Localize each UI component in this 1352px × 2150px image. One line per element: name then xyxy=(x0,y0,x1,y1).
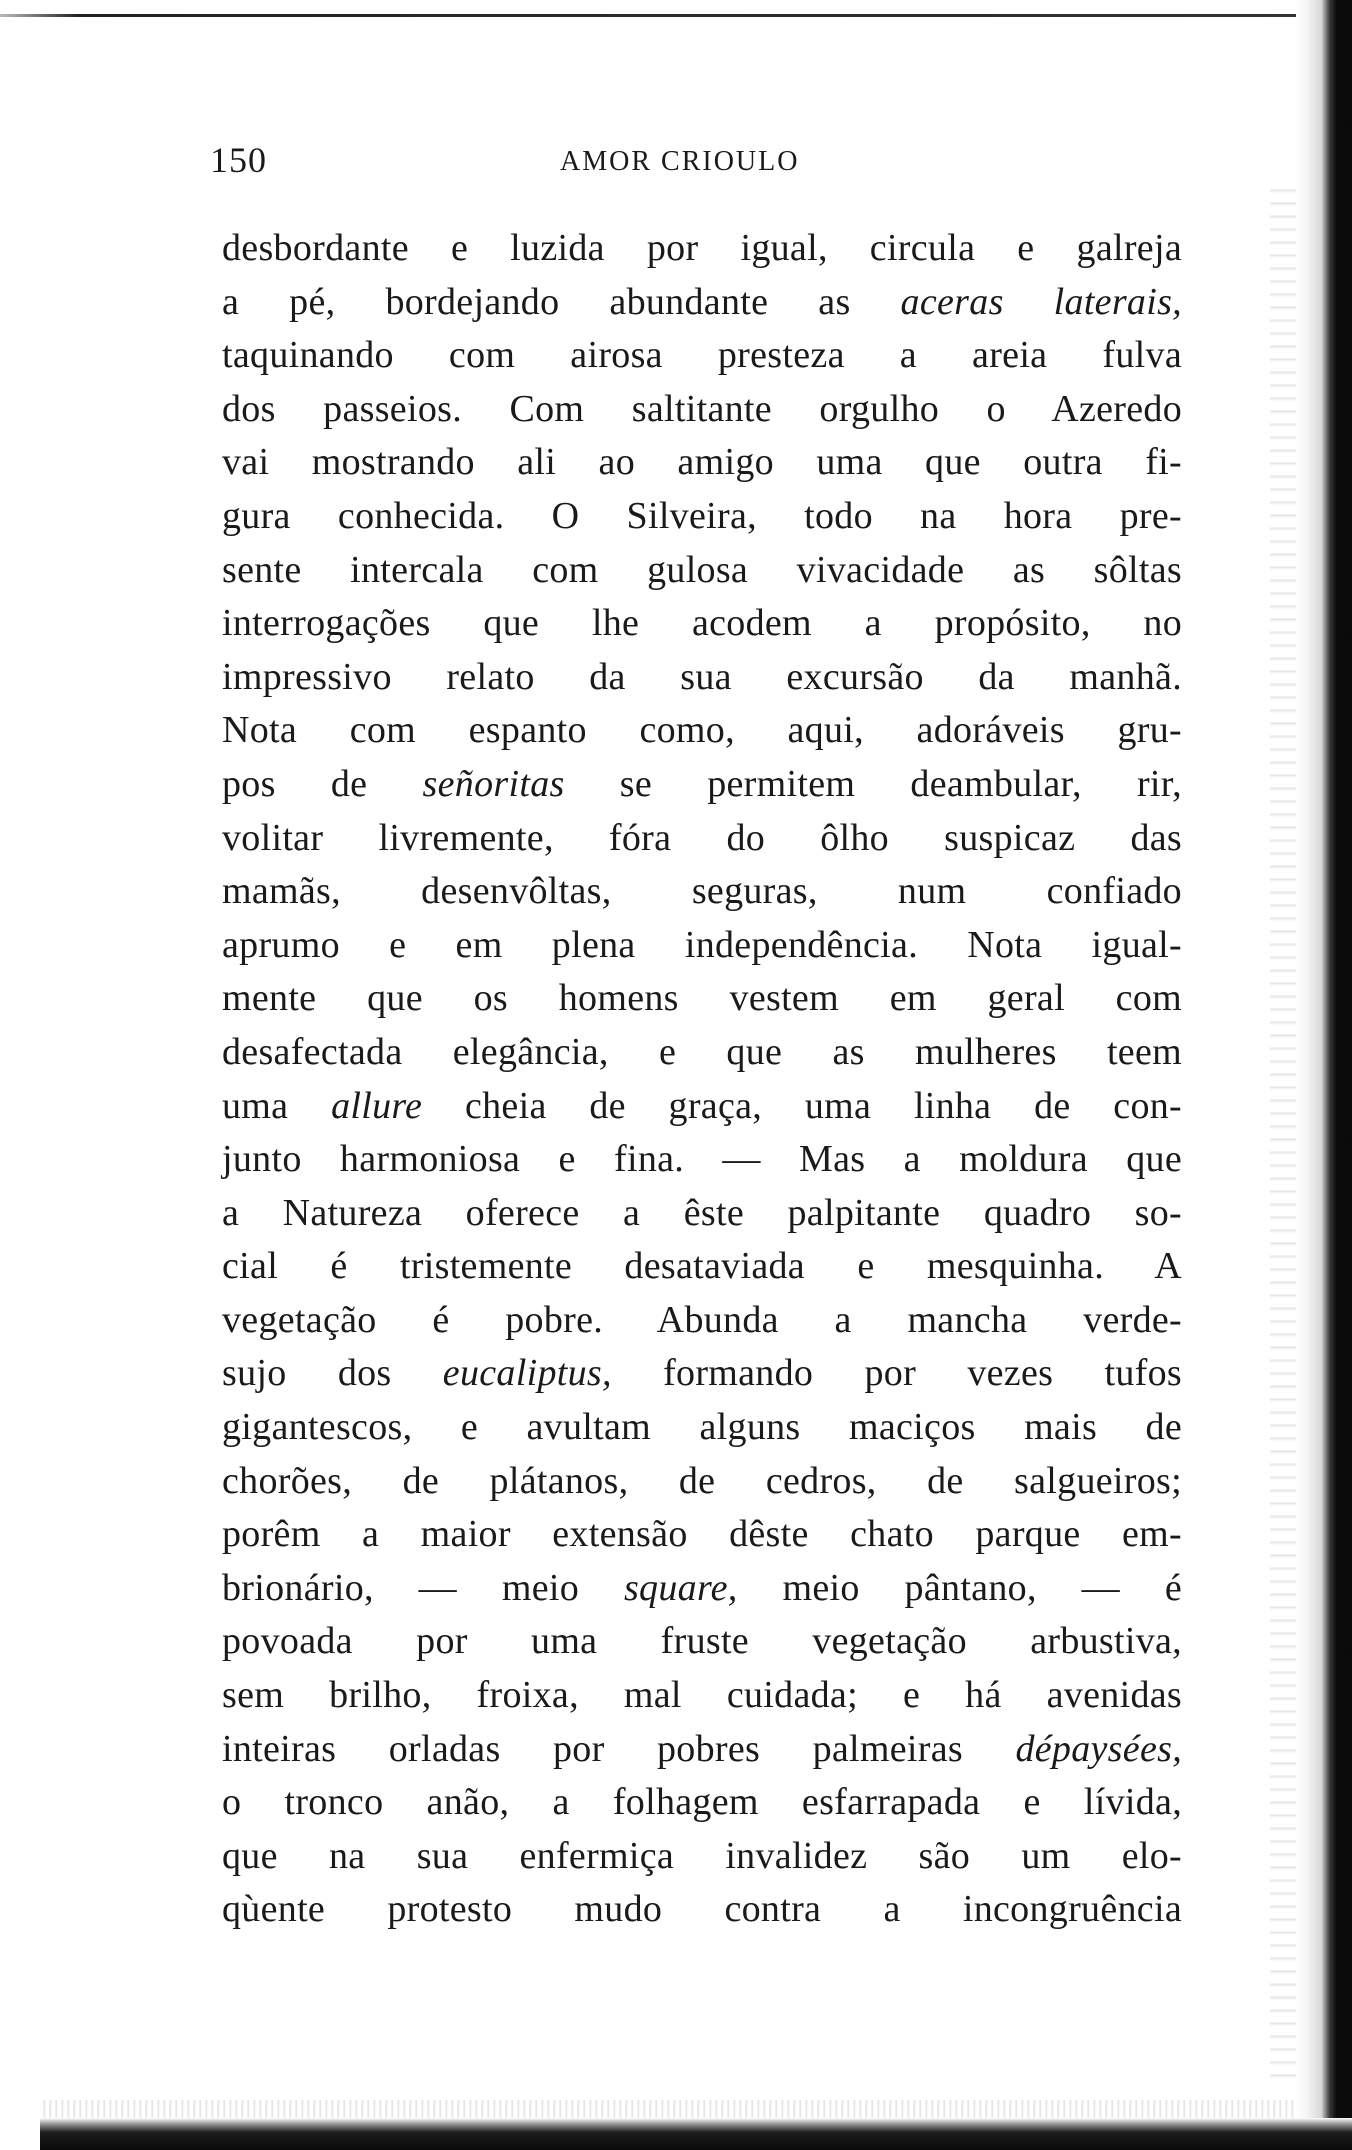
text-line xyxy=(222,544,1182,598)
text-line xyxy=(222,1830,1182,1884)
italic-word: allure xyxy=(331,1084,423,1127)
text-run: aprumo e em plena independência. Nota igual- xyxy=(222,923,1182,966)
text-run: inteiras orladas por pobres palmeiras xyxy=(222,1727,1016,1770)
running-title: AMOR CRIOULO xyxy=(560,146,800,177)
text-run: a pé, bordejando abundante as xyxy=(222,280,901,323)
text-line xyxy=(222,1294,1182,1348)
italic-word: square, xyxy=(623,1566,738,1609)
text-line xyxy=(222,651,1182,705)
text-line xyxy=(222,490,1182,544)
text-run: qùente protesto mudo contra a incongruência xyxy=(222,1888,1182,1931)
text-run: junto harmoniosa e fina. — Mas a moldura que xyxy=(222,1138,1182,1181)
italic-word: dépaysées, xyxy=(1015,1727,1182,1770)
text-run: meio pântano, — é xyxy=(737,1566,1182,1609)
text-run: uma xyxy=(222,1084,332,1127)
text-run: pos de xyxy=(222,762,423,805)
text-run: taquinando com airosa presteza a areia fulva xyxy=(222,334,1182,377)
text-run: chorões, de plátanos, de cedros, de salgueiros; xyxy=(222,1459,1182,1502)
text-run: desbordante e luzida por igual, circula e galreja xyxy=(222,227,1182,269)
italic-word: aceras laterais, xyxy=(900,280,1182,323)
text-run: dos passeios. Com saltitante orgulho o Azeredo xyxy=(222,387,1182,430)
scan-right-edge xyxy=(1296,0,1352,2150)
text-line xyxy=(222,1240,1182,1294)
text-run: volitar livremente, fóra do ôlho suspicaz das xyxy=(222,816,1182,859)
text-line xyxy=(222,1347,1182,1401)
text-run: vegetação é pobre. Abunda a mancha verde- xyxy=(222,1298,1182,1341)
text-run: formando por vezes tufos xyxy=(611,1352,1182,1395)
italic-word: eucaliptus, xyxy=(442,1352,612,1395)
text-run: impressivo relato da sua excursão da manhã. xyxy=(222,655,1182,698)
text-run: mamãs, desenvôltas, seguras, num confiado xyxy=(222,870,1182,913)
text-line xyxy=(222,1026,1182,1080)
text-run: cheia de graça, uma linha de con- xyxy=(422,1084,1182,1127)
text-line xyxy=(222,758,1182,812)
text-run: sujo dos xyxy=(222,1352,443,1395)
text-run: gigantescos, e avultam alguns maciços mais de xyxy=(222,1406,1182,1449)
text-run: que na sua enfermiça invalidez são um elo- xyxy=(222,1834,1182,1877)
text-line xyxy=(222,1723,1182,1777)
text-line xyxy=(222,1401,1182,1455)
text-line xyxy=(222,812,1182,866)
page-top-rule xyxy=(0,14,1296,17)
text-line xyxy=(222,972,1182,1026)
text-line xyxy=(222,1133,1182,1187)
text-line xyxy=(222,436,1182,490)
text-line xyxy=(222,919,1182,973)
text-run: mente que os homens vestem em geral com xyxy=(222,977,1182,1020)
text-line xyxy=(222,704,1182,758)
text-line xyxy=(222,1615,1182,1669)
text-run: povoada por uma fruste vegetação arbustiva, xyxy=(222,1620,1182,1663)
text-line xyxy=(222,1508,1182,1562)
text-run: sem brilho, froixa, mal cuidada; e há avenidas xyxy=(222,1674,1182,1717)
text-run: se permitem deambular, rir, xyxy=(564,762,1182,805)
text-line xyxy=(222,1187,1182,1241)
text-run: porêm a maior extensão dêste chato parque em- xyxy=(222,1513,1182,1556)
text-run: a Natureza oferece a êste palpitante quadro so- xyxy=(222,1191,1182,1234)
text-run: desafectada elegância, e que as mulheres teem xyxy=(222,1030,1182,1073)
text-line xyxy=(222,1883,1182,1937)
text-line xyxy=(222,276,1182,330)
page-number: 150 xyxy=(210,140,267,180)
text-line xyxy=(222,1562,1182,1616)
text-run: o tronco anão, a folhagem esfarrapada e lívida, xyxy=(222,1781,1182,1824)
text-line xyxy=(222,1080,1182,1134)
text-line xyxy=(222,865,1182,919)
text-line xyxy=(222,1455,1182,1509)
text-line xyxy=(222,383,1182,437)
text-run: sente intercala com gulosa vivacidade as sôltas xyxy=(222,548,1182,591)
text-line xyxy=(222,597,1182,651)
scan-bottom-edge xyxy=(40,2118,1352,2150)
text-run: interrogações que lhe acodem a propósito, no xyxy=(222,602,1182,645)
text-run: Nota com espanto como, aqui, adoráveis gru- xyxy=(222,709,1182,752)
body-text xyxy=(222,222,1182,1937)
italic-word: señoritas xyxy=(422,762,565,805)
text-line xyxy=(222,222,1182,276)
text-run: vai mostrando ali ao amigo uma que outra fi- xyxy=(222,441,1182,484)
text-line xyxy=(222,1776,1182,1830)
text-line xyxy=(222,1669,1182,1723)
text-run: brionário, — meio xyxy=(222,1566,624,1609)
text-run: gura conhecida. O Silveira, todo na hora pre- xyxy=(222,494,1182,537)
text-line xyxy=(222,329,1182,383)
text-run: cial é tristemente desataviada e mesquinha. A xyxy=(222,1245,1182,1288)
